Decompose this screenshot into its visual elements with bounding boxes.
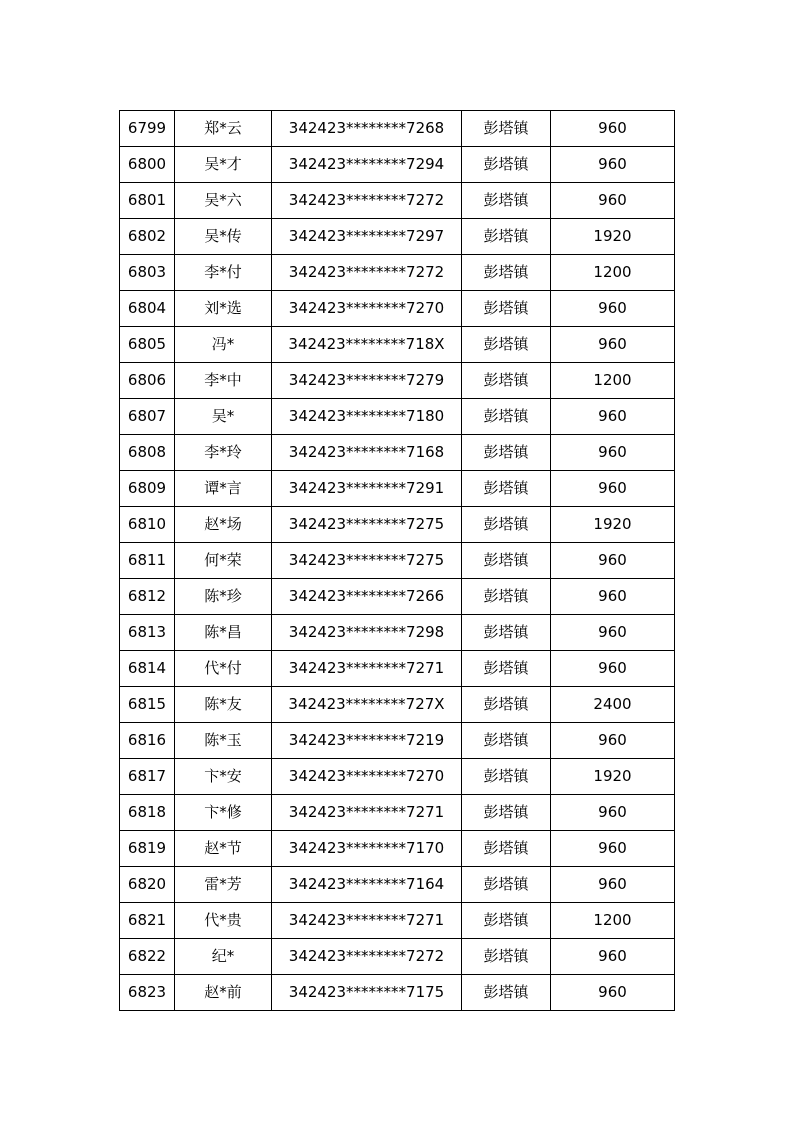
person-name: 赵*场 (175, 507, 272, 543)
id-number: 342423********7272 (272, 255, 462, 291)
town-name: 彭塔镇 (462, 615, 551, 651)
person-name: 谭*言 (175, 471, 272, 507)
town-name: 彭塔镇 (462, 831, 551, 867)
person-name: 纪* (175, 939, 272, 975)
town-name: 彭塔镇 (462, 543, 551, 579)
table-row (120, 795, 675, 831)
town-name: 彭塔镇 (462, 363, 551, 399)
amount-value: 960 (551, 543, 675, 579)
amount-value: 960 (551, 939, 675, 975)
table-row (120, 759, 675, 795)
person-name: 陈*友 (175, 687, 272, 723)
town-name: 彭塔镇 (462, 291, 551, 327)
person-name: 冯* (175, 327, 272, 363)
town-name: 彭塔镇 (462, 219, 551, 255)
town-name: 彭塔镇 (462, 759, 551, 795)
person-name: 吴* (175, 399, 272, 435)
row-number: 6815 (120, 687, 175, 723)
table-row (120, 183, 675, 219)
roster-table-body (120, 111, 675, 1011)
id-number: 342423********727X (272, 687, 462, 723)
id-number: 342423********7270 (272, 291, 462, 327)
person-name: 陈*玉 (175, 723, 272, 759)
amount-value: 960 (551, 183, 675, 219)
person-name: 吴*六 (175, 183, 272, 219)
table-row (120, 327, 675, 363)
id-number: 342423********7297 (272, 219, 462, 255)
person-name: 代*贵 (175, 903, 272, 939)
row-number: 6822 (120, 939, 175, 975)
id-number: 342423********7180 (272, 399, 462, 435)
id-number: 342423********7275 (272, 543, 462, 579)
town-name: 彭塔镇 (462, 183, 551, 219)
row-number: 6819 (120, 831, 175, 867)
table-row (120, 723, 675, 759)
amount-value: 960 (551, 291, 675, 327)
table-row (120, 615, 675, 651)
person-name: 代*付 (175, 651, 272, 687)
id-number: 342423********7291 (272, 471, 462, 507)
row-number: 6811 (120, 543, 175, 579)
id-number: 342423********718X (272, 327, 462, 363)
row-number: 6810 (120, 507, 175, 543)
row-number: 6814 (120, 651, 175, 687)
town-name: 彭塔镇 (462, 327, 551, 363)
id-number: 342423********7272 (272, 183, 462, 219)
amount-value: 960 (551, 867, 675, 903)
table-row (120, 147, 675, 183)
amount-value: 1200 (551, 363, 675, 399)
town-name: 彭塔镇 (462, 867, 551, 903)
town-name: 彭塔镇 (462, 723, 551, 759)
amount-value: 960 (551, 435, 675, 471)
amount-value: 960 (551, 795, 675, 831)
town-name: 彭塔镇 (462, 795, 551, 831)
town-name: 彭塔镇 (462, 939, 551, 975)
town-name: 彭塔镇 (462, 255, 551, 291)
row-number: 6813 (120, 615, 175, 651)
person-name: 刘*选 (175, 291, 272, 327)
town-name: 彭塔镇 (462, 147, 551, 183)
row-number: 6807 (120, 399, 175, 435)
roster-table (119, 110, 675, 1011)
id-number: 342423********7175 (272, 975, 462, 1011)
row-number: 6808 (120, 435, 175, 471)
table-row (120, 399, 675, 435)
row-number: 6818 (120, 795, 175, 831)
table-row (120, 291, 675, 327)
id-number: 342423********7270 (272, 759, 462, 795)
row-number: 6821 (120, 903, 175, 939)
amount-value: 1920 (551, 507, 675, 543)
row-number: 6806 (120, 363, 175, 399)
id-number: 342423********7219 (272, 723, 462, 759)
row-number: 6803 (120, 255, 175, 291)
table-row (120, 867, 675, 903)
person-name: 李*玲 (175, 435, 272, 471)
person-name: 吴*才 (175, 147, 272, 183)
row-number: 6812 (120, 579, 175, 615)
id-number: 342423********7279 (272, 363, 462, 399)
table-row (120, 651, 675, 687)
table-row (120, 111, 675, 147)
town-name: 彭塔镇 (462, 435, 551, 471)
town-name: 彭塔镇 (462, 579, 551, 615)
person-name: 雷*芳 (175, 867, 272, 903)
town-name: 彭塔镇 (462, 399, 551, 435)
amount-value: 960 (551, 399, 675, 435)
amount-value: 1200 (551, 903, 675, 939)
id-number: 342423********7275 (272, 507, 462, 543)
id-number: 342423********7271 (272, 795, 462, 831)
amount-value: 1920 (551, 759, 675, 795)
person-name: 郑*云 (175, 111, 272, 147)
amount-value: 960 (551, 723, 675, 759)
amount-value: 960 (551, 975, 675, 1011)
table-row (120, 363, 675, 399)
id-number: 342423********7168 (272, 435, 462, 471)
table-row (120, 543, 675, 579)
row-number: 6805 (120, 327, 175, 363)
table-row (120, 975, 675, 1011)
person-name: 陈*珍 (175, 579, 272, 615)
person-name: 李*中 (175, 363, 272, 399)
town-name: 彭塔镇 (462, 975, 551, 1011)
person-name: 赵*前 (175, 975, 272, 1011)
id-number: 342423********7271 (272, 903, 462, 939)
id-number: 342423********7268 (272, 111, 462, 147)
table-row (120, 579, 675, 615)
amount-value: 960 (551, 471, 675, 507)
person-name: 陈*昌 (175, 615, 272, 651)
person-name: 卞*安 (175, 759, 272, 795)
person-name: 赵*节 (175, 831, 272, 867)
town-name: 彭塔镇 (462, 651, 551, 687)
table-row (120, 903, 675, 939)
row-number: 6823 (120, 975, 175, 1011)
table-row (120, 939, 675, 975)
table-row (120, 435, 675, 471)
amount-value: 2400 (551, 687, 675, 723)
id-number: 342423********7271 (272, 651, 462, 687)
amount-value: 960 (551, 111, 675, 147)
person-name: 吴*传 (175, 219, 272, 255)
row-number: 6800 (120, 147, 175, 183)
town-name: 彭塔镇 (462, 903, 551, 939)
table-row (120, 471, 675, 507)
person-name: 李*付 (175, 255, 272, 291)
table-row (120, 507, 675, 543)
town-name: 彭塔镇 (462, 687, 551, 723)
id-number: 342423********7294 (272, 147, 462, 183)
row-number: 6799 (120, 111, 175, 147)
row-number: 6804 (120, 291, 175, 327)
amount-value: 960 (551, 651, 675, 687)
amount-value: 960 (551, 147, 675, 183)
person-name: 卞*修 (175, 795, 272, 831)
town-name: 彭塔镇 (462, 507, 551, 543)
id-number: 342423********7164 (272, 867, 462, 903)
person-name: 何*荣 (175, 543, 272, 579)
amount-value: 1920 (551, 219, 675, 255)
amount-value: 1200 (551, 255, 675, 291)
town-name: 彭塔镇 (462, 471, 551, 507)
table-row (120, 687, 675, 723)
amount-value: 960 (551, 615, 675, 651)
table-row (120, 255, 675, 291)
id-number: 342423********7266 (272, 579, 462, 615)
id-number: 342423********7272 (272, 939, 462, 975)
row-number: 6802 (120, 219, 175, 255)
amount-value: 960 (551, 831, 675, 867)
table-row (120, 831, 675, 867)
id-number: 342423********7170 (272, 831, 462, 867)
row-number: 6809 (120, 471, 175, 507)
amount-value: 960 (551, 327, 675, 363)
row-number: 6820 (120, 867, 175, 903)
table-row (120, 219, 675, 255)
id-number: 342423********7298 (272, 615, 462, 651)
row-number: 6816 (120, 723, 175, 759)
amount-value: 960 (551, 579, 675, 615)
row-number: 6817 (120, 759, 175, 795)
town-name: 彭塔镇 (462, 111, 551, 147)
row-number: 6801 (120, 183, 175, 219)
